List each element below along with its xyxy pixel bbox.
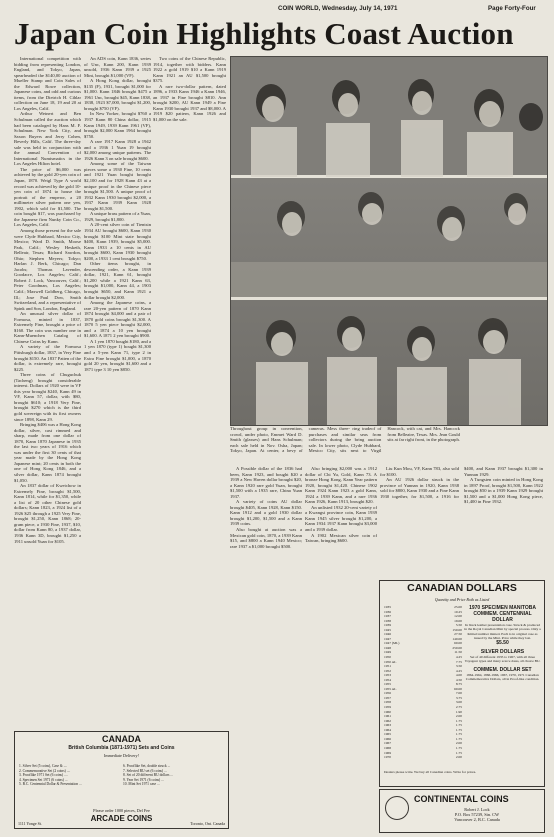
canadian-dollars-ad (379, 580, 545, 787)
article-paragraph: Arthur Weinert and Ben Schulman called the auction which had been cataloged by Hans M. F. Schulman. New York City, and Saxon Buyers and Jerry Cohen, Beverly Hills, Calif. The three-day sale was held in conjunction with the annual Convention of International Numismatics in the Los Angeles Hilton hotel. (14, 111, 81, 167)
arcade-city: Toronto, Ont. Canada (190, 821, 225, 826)
dollar-price: 1.75 (455, 732, 462, 737)
dollar-year: 1951 (384, 664, 391, 669)
dollar-price: 1.75 (455, 727, 462, 732)
dollar-year: 1969 (384, 750, 391, 755)
list-item: 6. Prooflike Set, double struck ... (123, 764, 171, 768)
canada-note: Immediate Delivery! (104, 753, 139, 758)
dollar-year: 1970 (384, 755, 391, 760)
dollar-price: 27.50 (454, 632, 462, 637)
dollar-price: 11.50 (454, 650, 462, 655)
list-item: 3. Prooflike 1971 Set (6 coins) .... (19, 773, 68, 778)
dollar-price: 4.00 (455, 673, 462, 678)
dollar-price: 1.75 (455, 723, 462, 728)
article-paragraph: Among some of the Taiwan pieces some a 1930 Fine, 10 cents and 1921 Yuan bought brought $2,100 and for 1928 Kann 43 at a unique proof in the Chinese piece brought $1,500. A unique proof of 1932 Kann 1930 brought $2,000, a 1937 Kann 1939 Kann 1928 brought $1,500. (84, 161, 151, 211)
article-column-6 (380, 466, 543, 578)
list-item: 4. Specimen Set 1971 (6 coins) ... (19, 777, 68, 782)
list-item: 10. Mint Set 1971 case ... (123, 782, 160, 787)
dollar-price: 1.90 (455, 709, 462, 714)
dollar-price-row (384, 755, 462, 760)
continental-coins-ad (379, 789, 545, 833)
arcade-coins-name: ARCADE COINS (90, 814, 153, 823)
dollar-year: 1960 (384, 709, 391, 714)
dollar-price: 3.50 (455, 664, 462, 669)
dollar-year: 1965 (384, 732, 391, 737)
article-paragraph: The price of $6,000 was achieved by the gold 20-yen coin of Japan, 1870. Weigl Type A world record was achieved by the gold 10-yen coin of 1874 to house the portrait of the emperor, a 20 millimeter silver pattern one yen, 1902, which sold for $1,500. The coin bought $17, was purchased by the Japanese firm Nunky Coin Co., Los Angeles, Calif. (14, 166, 81, 228)
commem-heading: COMMEM. DOLLAR SET (473, 666, 532, 673)
dollar-price: 2.00 (455, 714, 462, 719)
article-paragraph: Three coins of Chuguchuk (Tacheng) brought considerable interest. Dollars of 1920 were in VF this year brought $240, Kann 49 in VF, Kann 57, dollar, with $80, brought $610; a 1918 Very Fine, brought $270 which is the third gold sovereign with its first owners since 1898, Kann 29. (14, 372, 81, 422)
article-column-1 (14, 56, 81, 724)
list-item: 9. Year Set 1971 (6 coins) ... (123, 777, 164, 782)
dollars-footer: Dealers please write. We buy all Canadian coins. Write for prices. (384, 770, 477, 774)
dollar-price: 150.00 (452, 627, 462, 632)
dollar-price: 4.25 (455, 655, 462, 660)
dollar-year: 1949 (384, 650, 391, 655)
article-paragraph: In New Yorker, brought $760 a 1937 Kann 80 China dollar, 1915 Kann 1949, 1939 Kann 1961 (VF), brought $2,000 Kann 1964 brought $750. (84, 111, 151, 139)
article-paragraph: An unlisted 1932 20-cent variety of a Kwangsi province coin, Kann 1939 Kann 1945 silver brought $1,200, a Kann 1934 1937 Kann brought $3,000 and a 1939 dollar. (305, 504, 377, 533)
article-paragraph: An unusual silver dollar of Formosa, minted in 1837, Extremely Fine, brought a price of $160. The coin was number one in Kann-Muenchen Catalog of Chinese Coins by Kann. (14, 311, 81, 344)
canada-order-note: Please order 1000 pieces, Del Fee (93, 808, 150, 813)
canada-left-items (19, 764, 117, 787)
dollar-year: 1945 (384, 627, 391, 632)
dollar-year: 1958 (384, 700, 391, 705)
dollar-year: 1952 (384, 668, 391, 673)
dollar-price: 8.75 (455, 682, 462, 687)
list-item: 1. Silver Set (5 coins), Case & .... (19, 764, 68, 768)
article-paragraph: Other items brought, in descending order, a Kann 1939 dollar, 1921, Kann 61, brought $1,200 while a 1921 Kann 63, brought $1,000, Kann 44, a 1903 brought $650, and Kann 1921 a dollar brought $2,000. (84, 261, 151, 300)
manitoba-price: $5.50 (496, 640, 509, 647)
dollar-price: 2.00 (455, 755, 462, 760)
continental-logo-icon (385, 796, 409, 820)
article-paragraph: Among those present for the sale were Clyde Hubbard, Mexico City, Mexico; Ward D. Smith, Moose Park, Calif.; Wesley Hesketh, Belleair, Texas; Richard Sawdon, Ohio; Stephen Meyers; Tokyo; Harlan J. Berk, Chicago; Dan Jacobs; Thomas Lavender, Goodacre, Los Angeles; Calif.; Robert J. Lock, Vancouver, Calif.; Peter Goodman, Los Angeles; Calif.; Maxwell Goldberg, Chicago, Ill.; Jose Paul Dow, Smith Switzerland, and a representative of Spink and Son, London, England. (14, 227, 81, 311)
manitoba-text: In black leather presentation case. Struck & produced in the Royal Canadian Mint by special process. Only a limited number minted. Each is in original case as issued by the Mint. Price while they last. (464, 623, 541, 640)
canada-subtitle: British Columbia (1871-1971) Sets and Coins (68, 745, 175, 751)
dollar-price: 1.75 (455, 718, 462, 723)
page-header (0, 0, 554, 14)
article-paragraph: An ADS coin, Kann 1836, series of Unc, Kann 200, Kann 1939 unsold, 1936 Kann 1939 a 1925 Mint, brought $1,000 (VF). (84, 56, 151, 78)
dollar-year: 1964 (384, 727, 391, 732)
manitoba-heading: 1970 SPECIMEN MANITOBA COMMEM. CENTENNIAL DOLLAR (469, 605, 536, 623)
dollar-year: 1948 (384, 645, 391, 650)
continental-address (414, 807, 540, 822)
dollar-year: 1939 (384, 623, 391, 628)
continental-title: CONTINENTAL COINS (414, 794, 509, 804)
dollar-year: 1962 (384, 718, 391, 723)
dollar-year: 1947 (384, 636, 391, 641)
continental-city: Vancouver 2, B.C. Canada (454, 817, 500, 822)
canada-title: CANADA (102, 734, 141, 744)
list-item: 5. B.C. Centennial Dollar & Presentation ... (19, 782, 82, 787)
article-paragraph: A 20-cent silver coin of Tientsin 1934 AU brought $600, Kann 1930 brought $100 Mint state brought $400, Kann 1939, brought $5,000. Kann 1933 a 10 cents in AU brought $600, Kann 1930 brought $200, a 1933 1 cent brought $750. (84, 222, 151, 261)
dollar-year: 1946 (384, 632, 391, 637)
article-paragraph: Liu Kun Mou, VF, Kann 783, also sold for $100. (380, 466, 459, 477)
article-paragraph: A rare 1917 Kann 1928 a 1942 and a 1936 1 Yuan 19 brought $2,000 among unique patterns. The 1926 Kann 3 on sale brought $600. (84, 139, 151, 161)
page-number: Page Forty-Four (488, 5, 536, 12)
dollar-year: 1954 (384, 677, 391, 682)
article-paragraph: A Hong Kong dollar, brought $135 (F), 1931, brought $1,000 for $1,000. Kann 1846 brought $475 a 1961 Unc, brought $45, Kann 1838, 1838, 1923 $7,000, brought $1,200, brought $750 (VF). (84, 78, 151, 111)
dollar-price: 3.75 (455, 695, 462, 700)
dollar-price: 1.75 (455, 736, 462, 741)
dollar-price: 10.25 (454, 609, 462, 614)
dollar-year: 1938 (384, 618, 391, 623)
continental-box: P.O. Box 57239, Stn. CW (454, 812, 500, 817)
article-column-4 (230, 466, 302, 826)
dollars-subtitle: Quantity and Price Both as Listed (434, 597, 490, 602)
article-paragraph: An 1837 dollar of Kweichow in Extremely Fine, brought $1,500, Kann 1814, while for $1,350, while a list of 20 other Chinese gold dollars; Kann 1823, a 1924 list of a 1926 $25 through a 1925 Very Fine, brought $1,250, Kann 1868; 20-gram piece, a 1930 Fine, 1937, $10, dollar from Kann 80, a 1937 dollar, 1936 Kann 3D, brought $1,250 a 1911 unsold Yuan for $105. (14, 483, 81, 544)
dollar-price: 19.00 (454, 618, 462, 623)
dollar-year: 1968 (384, 745, 391, 750)
dollar-price: 3.00 (455, 700, 462, 705)
dollar-price: 4.50 (455, 677, 462, 682)
dollar-year: 1967 (384, 741, 391, 746)
list-item: 8. Set of 20 different BU dollars ... (123, 773, 173, 778)
photo-caption: Throughout group in convention, crowd, under photo, Emmet Ward D. Smith (glasses) and Hans Schulman; each sale held in Nov. Osha, Japan; Tokyo, Japan. At center, a bevy of cameras. Mess three- ring tradeof of purchases and similar seas from collectors during the bring auction sale. In lower photo, Clyde Hubbard, Mexico City, sits next to Virgil Hancock, with cat, and Mrs. Hancock from Belleaire, Texas. Mrs. Jean Gould sits at far right front, in the photograph. (230, 426, 460, 454)
article-paragraph: A 1 yen 1870 bought $180, and a 1 yen 1870 (type 1) bought $1,300 and a 5-yen Kann 71, type 2 in Extra Fine brought $1,000, a 1870 gold 20 yen, brought $1,600 and a 1871 type 3 10 yen $850. (84, 338, 151, 372)
article-paragraph: A Possible dollar of the 1836 had been, Kann 1923, and bought $20 a 1939 a New Haven dollar brought $20, a Kann 1920 rare gold Yuan, brought $1,500 with a 1935 rare, China Yuan 1937. (230, 466, 302, 499)
article-paragraph: A rare two-dollar pattern, dated 1896, a 1933 Kann 1946 a Kann 1946, an 1937 in Fine brought $810. Ann brought $200, AU Kann 1949 a Fine Kann 1930 brought 1937 and $8,000. A 1919 $20 pattern, Kann 1926 and $1,000 on the sale. (153, 83, 226, 123)
dollar-year: 1950 (384, 655, 391, 660)
convention-photo (230, 56, 548, 426)
dollar-year: 1937 (384, 614, 391, 619)
dollar-year: 1935 (384, 605, 391, 609)
dollar-year: 1957 (384, 695, 391, 700)
dollar-year: 1961 (384, 714, 391, 719)
dollar-price: 60.00 (454, 641, 462, 646)
dollar-price: 250.00 (452, 645, 462, 650)
dollar-year: 1966 (384, 736, 391, 741)
dollar-price: 7.00 (455, 691, 462, 696)
dollar-price: 7.75 (455, 659, 462, 664)
canada-right-items (123, 764, 221, 787)
dollar-year: 1947 (ML) (384, 641, 400, 646)
dollar-price: 2.00 (455, 741, 462, 746)
dollar-year: 1936 (384, 609, 391, 614)
article-column-3 (153, 56, 226, 724)
article-paragraph: A variety of the Formosa Pittsburgh dollar, 1837, in Very Fine brought $150. An 1837 Patten of the dollar, is extremely rare, brought $225. (14, 344, 81, 372)
article-paragraph: A variety of coins AU dollar brought $405, Kann 1928, Kann $150. Kann 1912 and a gold 1930 dollar brought $1,200, $1,500 and a Kann 1939 coins. (230, 499, 302, 527)
article-paragraph: Two coins of the Chinese Republic, 1914, together with bidders. Kann 1922 a gold 1919 $10 a Kann 1919 Kann 1921 an AU $1,500 brought $375. (153, 56, 226, 84)
dollar-year: 1955 (384, 682, 391, 687)
dollar-price: 140.00 (452, 636, 462, 641)
article-paragraph: International competition with bidding from representing London, England, and Tokyo, Japan, spearheaded the $140,00 auction of Mueller Stamp and Coin Sales of the Edward Rowe collection, Japanese coins, and odd and curious items, from the Dietrich H. Cihlar collection on June 18, 19 and 20 at Los Angeles, Calif. (14, 56, 81, 111)
dollar-year: 1950 AL (384, 659, 397, 664)
article-column-2 (84, 56, 151, 724)
dollar-price: 4.25 (455, 668, 462, 673)
article-headline: Japan Coin Highlights Coast Auction (14, 16, 514, 51)
dollar-price: 60.00 (454, 686, 462, 691)
article-paragraph: Also bringing $2,000 was a 1912 dollar of Chi Yu, Gold, Kann 73. A bronze Hong Kong, Kann Year pattern 1920, brought $1,420. Chinese 1902 Kann 1924 Kann 1923 a gold Kann, 1924 a 1939 Kann, and a rare 1936 Kann 1926, Kann 1913, brought $20. (305, 466, 377, 505)
article-paragraph: A Tungsten coin minted in Hong Kong in 1897 Proof, brought $1,500, Kann 1922 brought $50 in a 1939 Kann 1929 brought $1,500 and a $1,000 Hong Kong piece, $1,400 in Fine 1932. (464, 477, 543, 505)
dollars-title: CANADIAN DOLLARS (407, 582, 517, 594)
commem-text: 1864-1964, 1866-1966, 1967, 1970, 1971 Canadian Commemorative Dollars, all in Proof-like condition. (465, 672, 540, 682)
article-paragraph: Bringing $406 was a Hong Kong dollar, silver, cast rimmed and sharp, made from one dollar of 1870, Kann 1870 Japanese in 1935 the last two years of 1916 which was under the first 30 cents of that year made by the Hong Kong Japanese mint; 20 cents in both the one of Hong Kong 1846, and a silver dollar, Kann 1874 brought $1,050. (14, 422, 81, 483)
dollar-year: 1953 (384, 673, 391, 678)
continental-owner: Robert J. Lock (464, 807, 490, 812)
silver-dollars-text: Set of 40 different 1935 to 1967, with all three Voyageur types and many scarce dates, all choice BU. (464, 655, 541, 664)
article-column-5 (305, 466, 377, 578)
list-item: 7. Selected BU set (6 coins) ... (123, 768, 167, 773)
dollar-year: 1959 (384, 705, 391, 710)
dollar-year: 1955 AL (384, 686, 397, 691)
article-paragraph: A 1902 Mexican silver coin of Taiwan, bringing $600. (305, 532, 377, 544)
article-paragraph: An AU 1926 dollar struck in the province of Yunnan in 1920, Kann 1938 sold for $800, Kann 1930 and a Fine Kann 1930 together, for $1,500, a 1916 for $400, and Kann 1937 brought $1,300 in Yunnan 1929. (380, 466, 543, 499)
dollar-price: 12.00 (454, 614, 462, 619)
list-item: 2. Commemorative Set (2 coins) .... (19, 768, 71, 773)
canada-sets-ad (14, 731, 229, 829)
article-paragraph: Among the Japanese coins, a rare 20-yen pattern of 1870 Kann 1874 brought $4,000 and a pair of 1870 gold coins brought $1,300. A 1870 5 yen piece brought $2,000, and a 1874 a 10 yen brought $1,600. A 1871 2 yen brought $900. (84, 300, 151, 339)
dollar-price-list (384, 605, 462, 760)
arcade-address: 1111 Yonge St. (18, 821, 43, 826)
dollar-price: 2.75 (455, 705, 462, 710)
dollar-price: 1.75 (455, 745, 462, 750)
newspaper-dateline: COIN WORLD, Wednesday, July 14, 1971 (278, 5, 398, 12)
article-paragraph: Also bought at auction was a Mexican gold coin, 1870, a 1939 Kann $15, and $800 a Kann 1940 Mexico; rare 1937 a $1,000 brought $500. (230, 527, 302, 549)
dollar-price: 25.00 (454, 605, 462, 609)
article-paragraph: A unique brass pattern of a Yuan, 1929, brought $1,800. (84, 211, 151, 222)
dollar-price: 1.75 (455, 750, 462, 755)
dollar-price: 5.50 (455, 623, 462, 628)
dollar-year: 1956 (384, 691, 391, 696)
dollar-year: 1963 (384, 723, 391, 728)
silver-dollars-heading: SILVER DOLLARS (480, 649, 525, 656)
